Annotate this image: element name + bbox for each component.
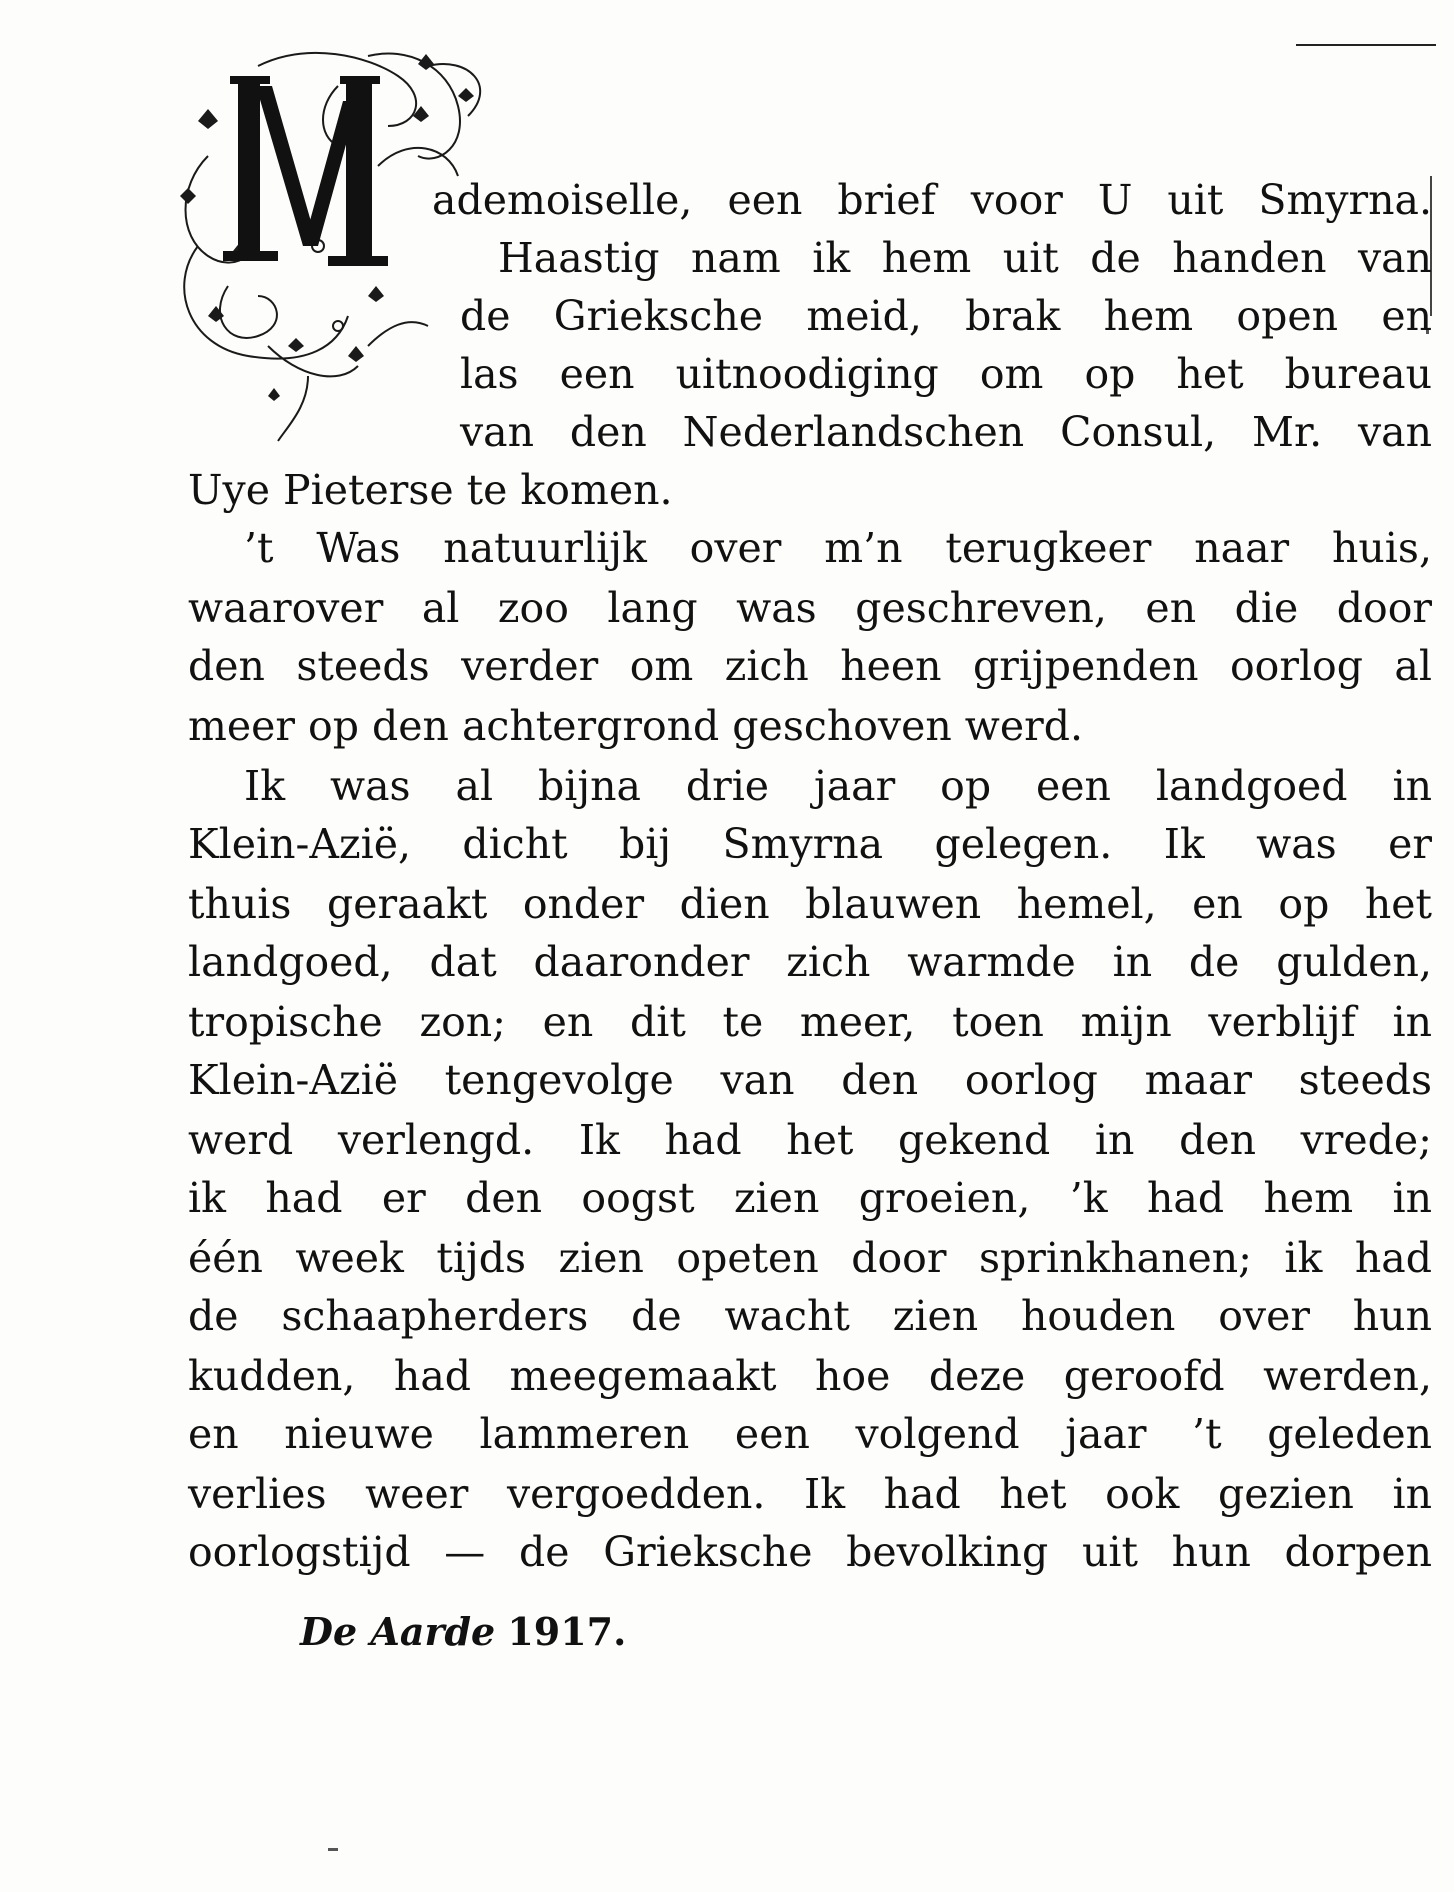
year: 1917. <box>507 1609 627 1654</box>
text-line: de Grieksche meid, brak hem open en <box>460 292 1432 340</box>
text-line: meer op den achtergrond geschoven werd. <box>188 702 1084 750</box>
text-line: waarover al zoo lang was geschreven, en die door <box>188 584 1432 632</box>
text-line: één week tijds zien opeten door sprinkhanen; ik had <box>188 1234 1432 1282</box>
top-rule <box>1296 44 1436 46</box>
text-line: ik had er den oogst zien groeien, ’k had hem in <box>188 1174 1432 1222</box>
text-line: Ik was al bijna drie jaar op een landgoed in <box>244 762 1432 810</box>
footer-citation <box>300 1609 626 1654</box>
text-line: oorlogstijd — de Grieksche bevolking uit hun dorpen <box>188 1528 1432 1576</box>
text-line: Klein-Azië tengevolge van den oorlog maar steeds <box>188 1056 1432 1104</box>
text-line: de schaapherders de wacht zien houden over hun <box>188 1292 1432 1340</box>
text-line: Klein-Azië, dicht bij Smyrna gelegen. Ik was er <box>188 820 1432 868</box>
text-line: verlies weer vergoedden. Ik had het ook gezien in <box>188 1470 1432 1518</box>
text-line: thuis geraakt onder dien blauwen hemel, en op het <box>188 880 1432 928</box>
magazine-name: De Aarde <box>300 1609 496 1654</box>
text-line: ’t Was natuurlijk over m’n terugkeer naar huis, <box>244 524 1432 572</box>
text-line: Haastig nam ik hem uit de handen van <box>498 234 1432 282</box>
text-line: ademoiselle, een brief voor U uit Smyrna. <box>432 176 1432 224</box>
text-line: las een uitnoodiging om op het bureau <box>460 350 1432 398</box>
text-line: tropische zon; en dit te meer, toen mijn verblijf in <box>188 998 1432 1046</box>
text-line: Uye Pieterse te komen. <box>188 466 673 514</box>
text-line: kudden, had meegemaakt hoe deze geroofd werden, <box>188 1352 1432 1400</box>
text-line: den steeds verder om zich heen grijpenden oorlog al <box>188 642 1432 690</box>
text-line: werd verlengd. Ik had het gekend in den vrede; <box>188 1116 1432 1164</box>
text-line: landgoed, dat daaronder zich warmde in de gulden, <box>188 938 1432 986</box>
text-line: en nieuwe lammeren een volgend jaar ’t geleden <box>188 1410 1432 1458</box>
ink-speck <box>328 1848 338 1851</box>
text-line: van den Nederlandschen Consul, Mr. van <box>460 408 1432 456</box>
